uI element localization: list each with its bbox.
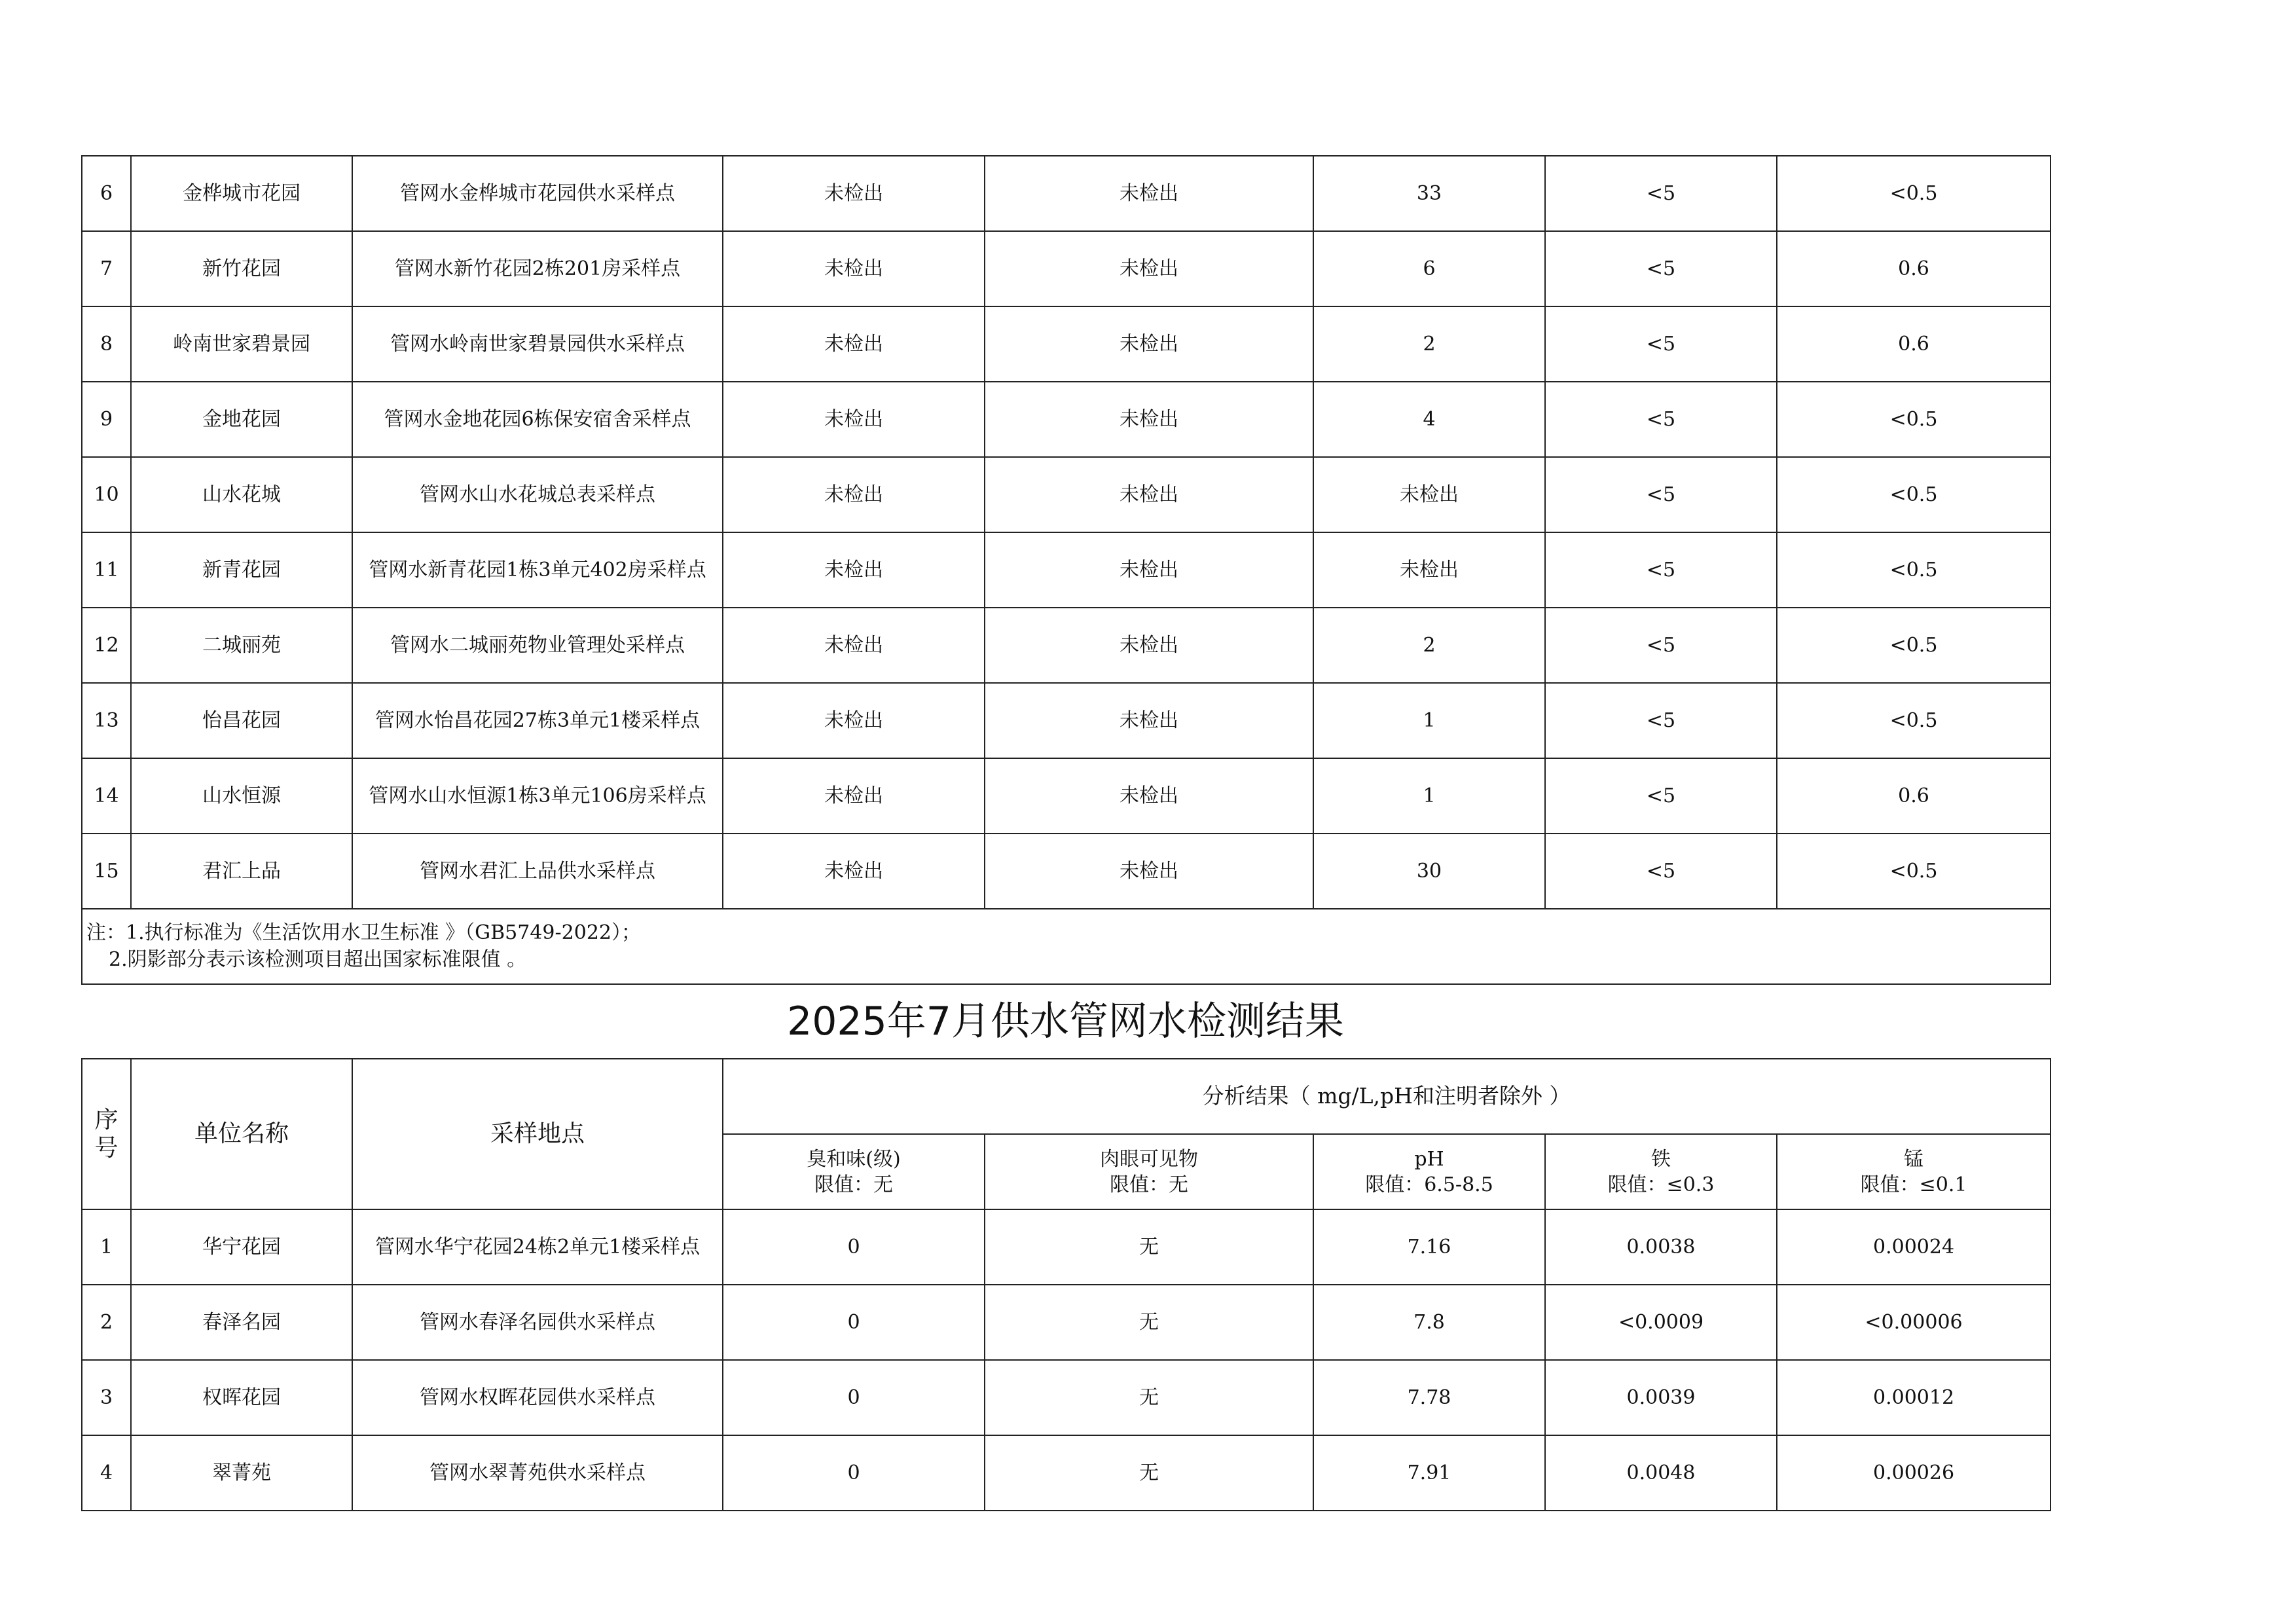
cell-result-1: 0 <box>723 1209 985 1285</box>
cell-seq: 12 <box>82 608 131 683</box>
header-seq-text: 序号 <box>94 1106 118 1162</box>
table-row <box>82 382 2050 457</box>
cell-unit-name: 新青花园 <box>131 532 352 608</box>
cell-sampling-site: 管网水怡昌花园27栋3单元1楼采样点 <box>352 683 723 758</box>
cell-result-4: <5 <box>1545 156 1777 231</box>
cell-result-4: <5 <box>1545 306 1777 382</box>
cell-sampling-site: 管网水华宁花园24栋2单元1楼采样点 <box>352 1209 723 1285</box>
cell-result-1: 未检出 <box>723 758 985 834</box>
cell-result-4: <5 <box>1545 457 1777 532</box>
cell-result-2: 未检出 <box>985 231 1313 306</box>
cell-sampling-site: 管网水新青花园1栋3单元402房采样点 <box>352 532 723 608</box>
cell-result-5: <0.5 <box>1777 608 2050 683</box>
cell-result-5: 0.6 <box>1777 231 2050 306</box>
cell-result-1: 未检出 <box>723 457 985 532</box>
cell-sampling-site: 管网水金地花园6栋保安宿舍采样点 <box>352 382 723 457</box>
cell-seq: 10 <box>82 457 131 532</box>
cell-sampling-site: 管网水岭南世家碧景园供水采样点 <box>352 306 723 382</box>
cell-result-5: <0.5 <box>1777 834 2050 909</box>
cell-sampling-site: 管网水翠菁苑供水采样点 <box>352 1435 723 1511</box>
param-name: 铁 <box>1651 1147 1671 1171</box>
note-line-2: 2.阴影部分表示该检测项目超出国家标准限值 。 <box>109 947 527 971</box>
cell-result-2: 未检出 <box>985 532 1313 608</box>
param-header-odor <box>723 1134 985 1209</box>
cell-result-1: 0 <box>723 1360 985 1435</box>
cell-unit-name: 春泽名园 <box>131 1285 352 1360</box>
table-row <box>82 834 2050 909</box>
cell-result-4: <0.0009 <box>1545 1285 1777 1360</box>
cell-sampling-site: 管网水金桦城市花园供水采样点 <box>352 156 723 231</box>
cell-result-3: 2 <box>1313 608 1545 683</box>
param-header-manganese <box>1777 1134 2050 1209</box>
table-row <box>82 1209 2050 1285</box>
cell-result-2: 无 <box>985 1435 1313 1511</box>
cell-seq: 11 <box>82 532 131 608</box>
cell-result-4: 0.0038 <box>1545 1209 1777 1285</box>
cell-result-5: <0.00006 <box>1777 1285 2050 1360</box>
param-name: 锰 <box>1904 1147 1924 1171</box>
cell-result-5: <0.5 <box>1777 532 2050 608</box>
cell-result-5: <0.5 <box>1777 457 2050 532</box>
cell-result-1: 未检出 <box>723 231 985 306</box>
cell-result-4: <5 <box>1545 834 1777 909</box>
cell-result-3: 7.91 <box>1313 1435 1545 1511</box>
cell-unit-name: 新竹花园 <box>131 231 352 306</box>
cell-unit-name: 金地花园 <box>131 382 352 457</box>
cell-seq: 6 <box>82 156 131 231</box>
param-limit: 限值：≤0.3 <box>1607 1173 1715 1196</box>
table-row <box>82 1360 2050 1435</box>
cell-result-3: 未检出 <box>1313 532 1545 608</box>
note-line-1: 注：1.执行标准为《生活饮用水卫生标准 》（GB5749-2022）； <box>86 921 642 944</box>
results-table <box>81 1058 2051 1511</box>
note-cell <box>82 909 2050 984</box>
table-row <box>82 532 2050 608</box>
cell-result-5: 0.00026 <box>1777 1435 2050 1511</box>
param-limit: 限值：无 <box>1110 1173 1188 1196</box>
cell-result-2: 未检出 <box>985 306 1313 382</box>
cell-result-5: 0.00024 <box>1777 1209 2050 1285</box>
table-row <box>82 683 2050 758</box>
cell-result-4: <5 <box>1545 683 1777 758</box>
cell-result-3: 7.16 <box>1313 1209 1545 1285</box>
cell-result-3: 7.8 <box>1313 1285 1545 1360</box>
cell-result-3: 4 <box>1313 382 1545 457</box>
cell-result-1: 未检出 <box>723 532 985 608</box>
cell-result-5: <0.5 <box>1777 156 2050 231</box>
report-title: 2025年7月供水管网水检测结果 <box>787 999 1344 1044</box>
cell-result-2: 无 <box>985 1360 1313 1435</box>
param-header-visible-matter <box>985 1134 1313 1209</box>
cell-seq: 14 <box>82 758 131 834</box>
cell-unit-name: 翠菁苑 <box>131 1435 352 1511</box>
cell-result-3: 7.78 <box>1313 1360 1545 1435</box>
cell-result-4: 0.0048 <box>1545 1435 1777 1511</box>
param-name: 肉眼可见物 <box>1100 1147 1198 1171</box>
cell-result-1: 未检出 <box>723 306 985 382</box>
param-name: pH <box>1414 1147 1444 1171</box>
table-row <box>82 758 2050 834</box>
cell-sampling-site: 管网水新竹花园2栋201房采样点 <box>352 231 723 306</box>
header-seq <box>82 1059 131 1209</box>
table-row <box>82 306 2050 382</box>
cell-seq: 9 <box>82 382 131 457</box>
param-limit: 限值：无 <box>814 1173 893 1196</box>
cell-result-5: <0.5 <box>1777 382 2050 457</box>
cell-result-2: 无 <box>985 1209 1313 1285</box>
table-row <box>82 1285 2050 1360</box>
cell-result-3: 33 <box>1313 156 1545 231</box>
cell-result-5: 0.6 <box>1777 306 2050 382</box>
cell-result-2: 未检出 <box>985 457 1313 532</box>
note-row <box>82 909 2050 984</box>
cell-result-3: 6 <box>1313 231 1545 306</box>
cell-unit-name: 华宁花园 <box>131 1209 352 1285</box>
cell-result-2: 未检出 <box>985 758 1313 834</box>
cell-unit-name: 权晖花园 <box>131 1360 352 1435</box>
cell-result-1: 未检出 <box>723 834 985 909</box>
cell-result-4: <5 <box>1545 758 1777 834</box>
param-header-iron <box>1545 1134 1777 1209</box>
cell-result-4: <5 <box>1545 231 1777 306</box>
cell-unit-name: 二城丽苑 <box>131 608 352 683</box>
results-table-continued <box>81 155 2051 985</box>
cell-result-1: 0 <box>723 1435 985 1511</box>
cell-seq: 7 <box>82 231 131 306</box>
cell-result-2: 未检出 <box>985 683 1313 758</box>
cell-result-3: 30 <box>1313 834 1545 909</box>
param-limit: 限值：≤0.1 <box>1860 1173 1967 1196</box>
table-row <box>82 231 2050 306</box>
cell-result-4: <5 <box>1545 382 1777 457</box>
cell-unit-name: 山水恒源 <box>131 758 352 834</box>
cell-unit-name: 怡昌花园 <box>131 683 352 758</box>
param-limit: 限值：6.5-8.5 <box>1365 1173 1493 1196</box>
cell-seq: 1 <box>82 1209 131 1285</box>
cell-result-3: 未检出 <box>1313 457 1545 532</box>
cell-result-4: 0.0039 <box>1545 1360 1777 1435</box>
cell-seq: 3 <box>82 1360 131 1435</box>
cell-result-1: 0 <box>723 1285 985 1360</box>
cell-result-3: 1 <box>1313 758 1545 834</box>
cell-result-4: <5 <box>1545 608 1777 683</box>
header-analysis: 分析结果（ mg/L,pH和注明者除外 ） <box>723 1059 2050 1134</box>
cell-unit-name: 山水花城 <box>131 457 352 532</box>
cell-result-5: <0.5 <box>1777 683 2050 758</box>
cell-result-1: 未检出 <box>723 608 985 683</box>
param-name: 臭和味(级) <box>807 1147 901 1171</box>
cell-unit-name: 金桦城市花园 <box>131 156 352 231</box>
header-row <box>82 1059 2050 1134</box>
cell-result-4: <5 <box>1545 532 1777 608</box>
cell-unit-name: 岭南世家碧景园 <box>131 306 352 382</box>
cell-result-2: 未检出 <box>985 156 1313 231</box>
cell-seq: 8 <box>82 306 131 382</box>
cell-sampling-site: 管网水山水花城总表采样点 <box>352 457 723 532</box>
cell-result-1: 未检出 <box>723 156 985 231</box>
cell-result-2: 未检出 <box>985 834 1313 909</box>
cell-result-2: 未检出 <box>985 608 1313 683</box>
cell-result-3: 2 <box>1313 306 1545 382</box>
cell-sampling-site: 管网水权晖花园供水采样点 <box>352 1360 723 1435</box>
cell-result-3: 1 <box>1313 683 1545 758</box>
table-row <box>82 457 2050 532</box>
cell-result-1: 未检出 <box>723 683 985 758</box>
cell-seq: 15 <box>82 834 131 909</box>
cell-result-2: 未检出 <box>985 382 1313 457</box>
cell-seq: 4 <box>82 1435 131 1511</box>
cell-sampling-site: 管网水二城丽苑物业管理处采样点 <box>352 608 723 683</box>
header-unit: 单位名称 <box>131 1059 352 1209</box>
cell-sampling-site: 管网水君汇上品供水采样点 <box>352 834 723 909</box>
param-header-ph <box>1313 1134 1545 1209</box>
cell-result-5: 0.6 <box>1777 758 2050 834</box>
cell-result-5: 0.00012 <box>1777 1360 2050 1435</box>
header-site: 采样地点 <box>352 1059 723 1209</box>
table-row <box>82 1435 2050 1511</box>
cell-seq: 2 <box>82 1285 131 1360</box>
table-row <box>82 608 2050 683</box>
table-row <box>82 156 2050 231</box>
cell-seq: 13 <box>82 683 131 758</box>
cell-sampling-site: 管网水山水恒源1栋3单元106房采样点 <box>352 758 723 834</box>
cell-sampling-site: 管网水春泽名园供水采样点 <box>352 1285 723 1360</box>
cell-unit-name: 君汇上品 <box>131 834 352 909</box>
cell-result-2: 无 <box>985 1285 1313 1360</box>
cell-result-1: 未检出 <box>723 382 985 457</box>
